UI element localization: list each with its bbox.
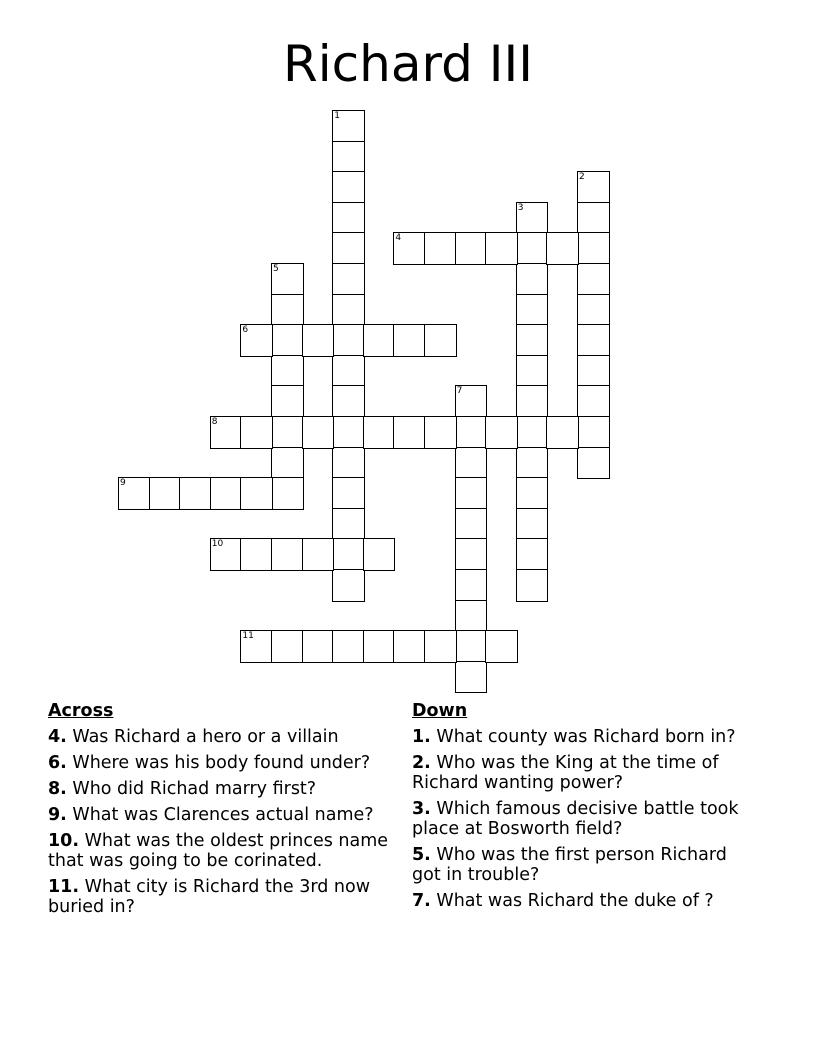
grid-cell[interactable]: [363, 538, 396, 571]
grid-cell[interactable]: [546, 232, 579, 265]
grid-cell[interactable]: [485, 630, 518, 663]
grid-cell[interactable]: [363, 324, 396, 357]
grid-cell[interactable]: [393, 232, 426, 265]
clue-number: 8: [211, 417, 218, 427]
grid-cell[interactable]: [455, 630, 488, 663]
grid-cell[interactable]: [210, 538, 243, 571]
grid-cell[interactable]: [302, 630, 335, 663]
grid-cell[interactable]: [332, 477, 365, 510]
grid-cell[interactable]: [516, 202, 549, 235]
clue-across-11: 11. What city is Richard the 3rd now buried in?: [48, 877, 371, 917]
grid-cell[interactable]: [332, 232, 365, 265]
grid-cell[interactable]: [516, 447, 549, 480]
clue-number: 4: [395, 233, 402, 244]
clue-number: 1: [334, 111, 340, 121]
clue-number: 10: [211, 539, 224, 550]
grid-cell[interactable]: [516, 508, 549, 541]
grid-cell[interactable]: [332, 324, 365, 357]
clue-down-5: 5. Who was the first person Richard got in trouble?: [412, 845, 727, 885]
grid-cell[interactable]: [179, 477, 212, 510]
grid-cell[interactable]: [424, 324, 457, 357]
grid-cell[interactable]: [516, 355, 549, 388]
grid-cell[interactable]: [455, 232, 488, 265]
grid-cell[interactable]: [302, 538, 335, 571]
grid-cell[interactable]: [332, 630, 365, 663]
grid-cell[interactable]: [271, 385, 304, 418]
clue-across-10: 10. What was the oldest princes name that was going to be corinated.: [48, 831, 389, 871]
grid-cell[interactable]: [424, 416, 457, 449]
grid-cell[interactable]: [240, 477, 273, 510]
grid-cell[interactable]: [393, 630, 426, 663]
down-clues: [412, 701, 757, 917]
clue-number: 9: [120, 478, 126, 489]
grid-cell[interactable]: [332, 447, 365, 480]
grid-cell[interactable]: [455, 600, 488, 633]
clue-across-8: 8. Who did Richad marry first?: [48, 779, 317, 799]
grid-cell[interactable]: [516, 416, 549, 449]
grid-cell[interactable]: [271, 416, 304, 449]
grid-cell[interactable]: [516, 569, 549, 602]
grid-cell[interactable]: [516, 263, 549, 296]
grid-cell[interactable]: [363, 630, 396, 663]
grid-cell[interactable]: [240, 416, 273, 449]
grid-cell[interactable]: [577, 447, 610, 480]
grid-cell[interactable]: [393, 324, 426, 357]
grid-cell[interactable]: [455, 447, 488, 480]
clue-across-9: 9. What was Clarences actual name?: [48, 805, 374, 825]
clue-number: 3: [517, 202, 524, 213]
grid-cell[interactable]: [332, 202, 365, 235]
grid-cell[interactable]: [271, 355, 304, 388]
grid-cell[interactable]: [577, 385, 610, 418]
clue-across-6: 6. Where was his body found under?: [48, 753, 371, 773]
clue-down-1: 1. What county was Richard born in?: [412, 727, 736, 747]
grid-cell[interactable]: [271, 477, 304, 510]
down-heading: Down: [412, 701, 468, 721]
grid-cell[interactable]: [363, 416, 396, 449]
grid-cell[interactable]: [240, 324, 273, 357]
grid-cell[interactable]: [240, 630, 273, 663]
grid-cell[interactable]: [332, 355, 365, 388]
grid-cell[interactable]: [332, 569, 365, 602]
grid-cell[interactable]: [516, 324, 549, 357]
grid-cell[interactable]: [271, 447, 304, 480]
grid-cell[interactable]: [455, 538, 488, 571]
grid-cell[interactable]: [455, 569, 488, 602]
grid-cell[interactable]: [332, 385, 365, 418]
grid-cell[interactable]: [302, 324, 335, 357]
clue-across-4: 4. Was Richard a hero or a villain: [48, 727, 339, 747]
grid-cell[interactable]: [516, 294, 549, 327]
grid-cell[interactable]: [210, 477, 243, 510]
grid-cell[interactable]: [271, 538, 304, 571]
grid-cell[interactable]: [577, 294, 610, 327]
clue-number: 11: [242, 631, 254, 642]
grid-cell[interactable]: [577, 355, 610, 388]
grid-cell[interactable]: [118, 477, 151, 510]
across-heading: Across: [48, 701, 114, 721]
clue-number: 7: [456, 386, 463, 397]
grid-cell[interactable]: [332, 141, 365, 174]
grid-cell[interactable]: [332, 294, 365, 327]
grid-cell[interactable]: [485, 232, 518, 265]
grid-cell[interactable]: [240, 538, 273, 571]
puzzle-title: Richard III: [283, 35, 533, 93]
clue-number: 5: [273, 264, 279, 274]
grid-cell[interactable]: [332, 171, 365, 204]
grid-cell[interactable]: [332, 110, 365, 143]
grid-cell[interactable]: [332, 263, 365, 296]
clue-number: 2: [579, 172, 585, 183]
grid-cell[interactable]: [424, 630, 457, 663]
grid-cell[interactable]: [210, 416, 243, 449]
grid-cell[interactable]: [577, 202, 610, 235]
grid-cell[interactable]: [271, 294, 304, 327]
grid-cell[interactable]: [424, 232, 457, 265]
grid-cell[interactable]: [332, 416, 365, 449]
grid-cell[interactable]: [516, 538, 549, 571]
grid-cell[interactable]: [577, 232, 610, 265]
grid-cell[interactable]: [516, 477, 549, 510]
grid-cell[interactable]: [393, 416, 426, 449]
grid-cell[interactable]: [271, 263, 304, 296]
grid-cell[interactable]: [271, 630, 304, 663]
grid-cell[interactable]: [516, 232, 549, 265]
grid-cell[interactable]: [455, 385, 488, 418]
grid-cell[interactable]: [455, 508, 488, 541]
grid-cell[interactable]: [455, 416, 488, 449]
grid-cell[interactable]: [332, 538, 365, 571]
grid-cell[interactable]: [577, 263, 610, 296]
grid-cell[interactable]: [516, 385, 549, 418]
clue-down-7: 7. What was Richard the duke of ?: [412, 891, 714, 911]
grid-cell[interactable]: [577, 324, 610, 357]
grid-cell[interactable]: [332, 508, 365, 541]
grid-cell[interactable]: [302, 416, 335, 449]
clue-down-3: 3. Which famous decisive battle took place at Bosworth field?: [412, 799, 739, 839]
clue-down-2: 2. Who was the King at the time of Richard wanting power?: [412, 753, 719, 793]
grid-cell[interactable]: [546, 416, 579, 449]
grid-cell[interactable]: [485, 416, 518, 449]
across-clues: [48, 701, 403, 923]
grid-cell[interactable]: [577, 171, 610, 204]
grid-cell[interactable]: [149, 477, 182, 510]
clue-number: 6: [242, 325, 249, 336]
grid-cell[interactable]: [455, 477, 488, 510]
grid-cell[interactable]: [577, 416, 610, 449]
grid-cell[interactable]: [455, 661, 488, 694]
grid-cell[interactable]: [271, 324, 304, 357]
